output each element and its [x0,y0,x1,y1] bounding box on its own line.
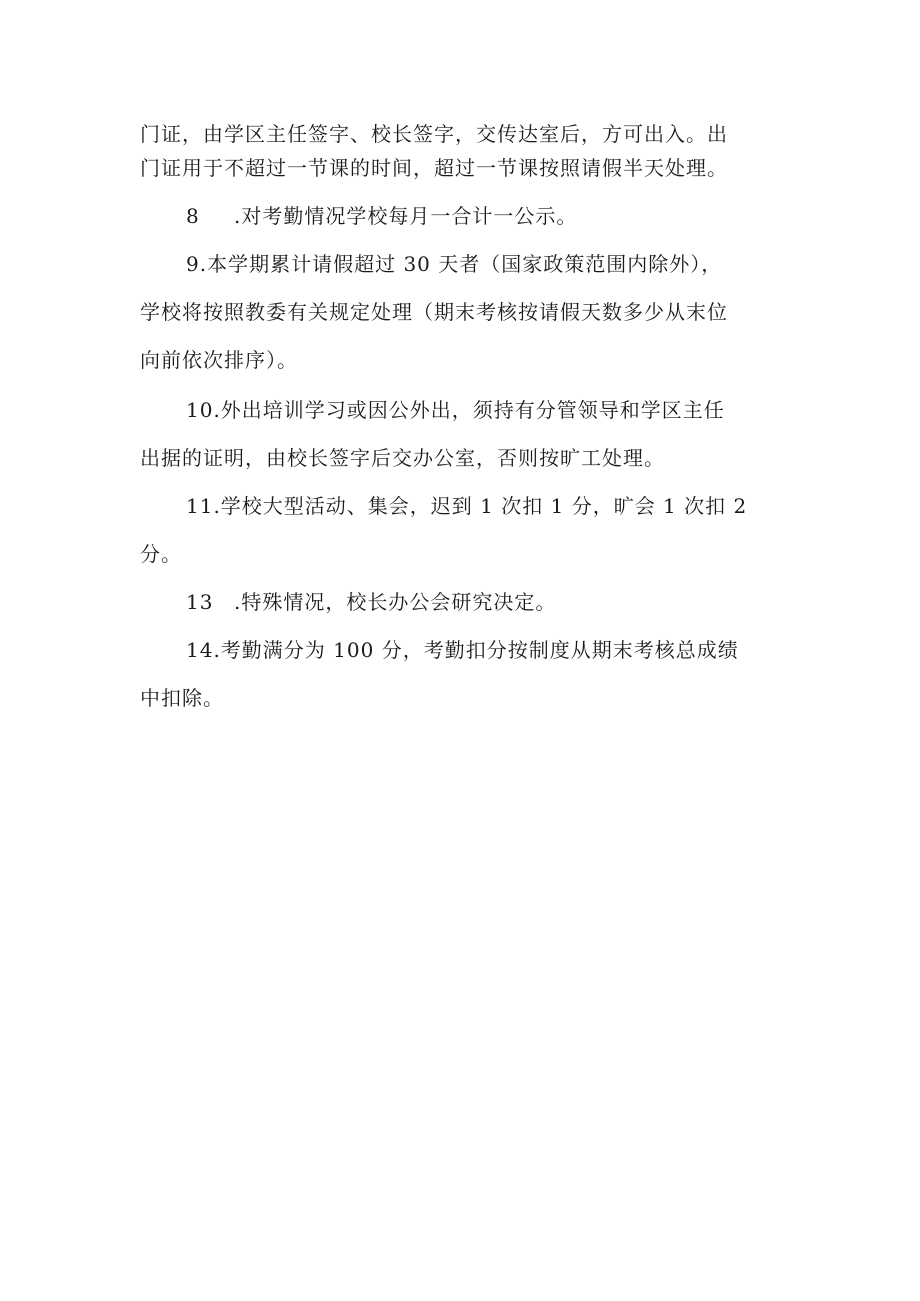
item-11-line-1 [140,492,747,520]
item-text: .外出培训学习或因公外出，须持有分管领导和学区主任 [213,398,725,422]
item-9-line-1 [140,250,722,278]
item-10-line-1 [140,396,725,424]
item-number: 14 [186,638,214,662]
item-number: 11 [186,494,214,518]
item-number: 9 [186,252,200,276]
item-9-line-3: 向前依次排序）。 [140,348,298,372]
item-text: .本学期累计请假超过 30 天者（国家政策范围内除外）， [199,252,723,276]
item-text: .特殊情况，校长办公会研究决定。 [234,590,557,614]
item-text: .对考勤情况学校每月一合计一公示。 [234,204,578,228]
intro-line-1: 门证，由学区主任签字、校长签字，交传达室后，方可出入。出 [140,122,728,146]
item-13-line-1 [140,588,556,616]
item-text: .学校大型活动、集会，迟到 1 次扣 1 分，旷会 1 次扣 2 [213,494,748,518]
item-number: 10 [186,398,214,422]
item-number: 13 [186,590,214,614]
item-9-line-2: 学校将按照教委有关规定处理（期末考核按请假天数多少从末位 [140,300,728,324]
item-14-line-1 [140,636,739,664]
item-8-line-1 [140,202,577,230]
item-text: .考勤满分为 100 分，考勤扣分按制度从期末考核总成绩 [213,638,739,662]
intro-line-2: 门证用于不超过一节课的时间，超过一节课按照请假半天处理。 [140,156,728,180]
item-11-line-2: 分。 [140,542,182,566]
item-10-line-2: 出据的证明，由校长签字后交办公室，否则按旷工处理。 [140,446,665,470]
item-14-line-2: 中扣除。 [140,686,224,710]
item-number: 8 [186,204,200,228]
